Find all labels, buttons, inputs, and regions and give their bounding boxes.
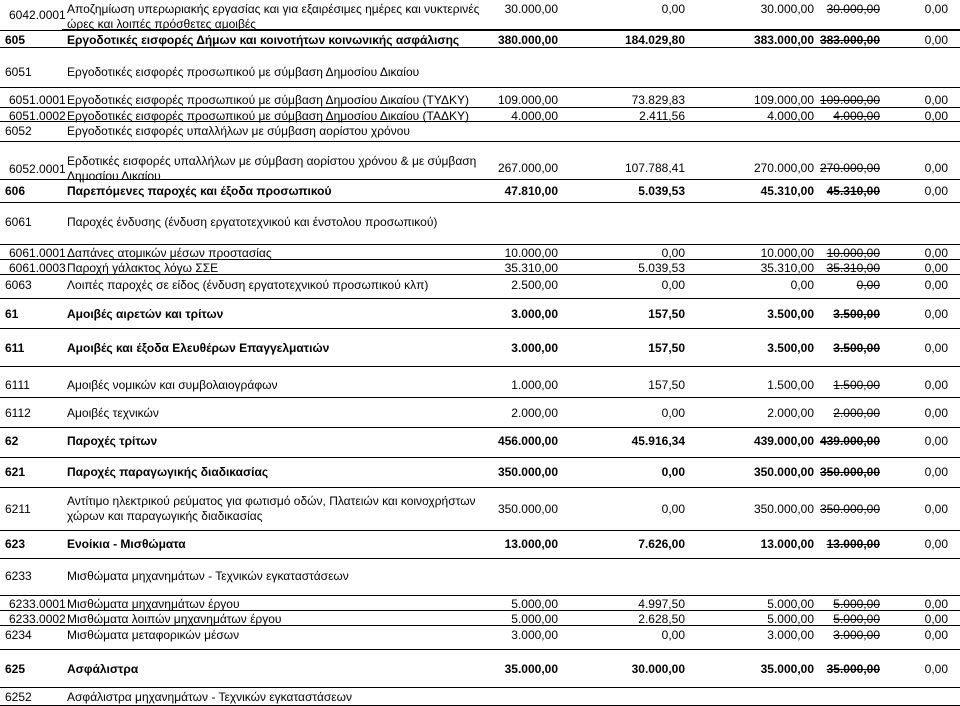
table-row xyxy=(0,203,960,245)
amount-col-1: 350.000,00 xyxy=(497,502,558,516)
amount-col-2: 107.788,41 xyxy=(624,161,685,175)
amount-col-4: 45.310,00 xyxy=(826,184,880,198)
account-code: 6052.0001 xyxy=(9,162,66,176)
amount-col-1: 47.810,00 xyxy=(504,184,558,198)
amount-col-4: 5.000,00 xyxy=(833,597,880,611)
amount-col-3: 35.310,00 xyxy=(760,261,814,275)
account-code: 6252 xyxy=(5,690,32,704)
account-description: Αμοιβές τεχνικών xyxy=(67,406,159,420)
amount-col-3: 1.500,00 xyxy=(767,378,814,392)
amount-col-1: 380.000,00 xyxy=(497,33,558,47)
amount-col-2: 0,00 xyxy=(661,465,685,479)
amount-col-5: 0,00 xyxy=(924,502,948,516)
account-code: 6233.0001 xyxy=(9,597,66,611)
account-description: Μισθώματα λοιπών μηχανημάτων έργου xyxy=(67,612,282,626)
table-row xyxy=(0,626,960,650)
amount-col-5: 0,00 xyxy=(924,537,948,551)
amount-col-2: 5.039,53 xyxy=(638,184,685,198)
amount-col-5: 0,00 xyxy=(924,246,948,260)
amount-col-1: 3.000,00 xyxy=(511,307,558,321)
amount-col-5: 0,00 xyxy=(924,93,948,107)
amount-col-4: 350.000,00 xyxy=(819,465,880,479)
amount-col-1: 350.000,00 xyxy=(497,465,558,479)
amount-col-2: 2.411,56 xyxy=(639,109,685,123)
amount-col-4: 3.000,00 xyxy=(833,628,880,642)
table-row xyxy=(0,88,960,108)
table-row xyxy=(0,398,960,428)
amount-col-1: 35.000,00 xyxy=(504,662,558,676)
amount-col-3: 5.000,00 xyxy=(767,612,814,626)
amount-col-2: 7.626,00 xyxy=(638,537,685,551)
amount-col-4: 13.000,00 xyxy=(826,537,880,551)
amount-col-5: 0,00 xyxy=(924,465,948,479)
account-description: Εργοδοτικές εισφορές προσωπικού με σύμβαση Δημοσίου Δικαίου (ΤΑΔΚΥ) xyxy=(67,109,469,123)
account-description: Αμοιβές και έξοδα Ελευθέρων Επαγγελματιών xyxy=(67,341,330,355)
amount-col-4: 1.500,00 xyxy=(833,378,880,392)
amount-col-3: 383.000,00 xyxy=(753,33,814,47)
amount-col-5: 0,00 xyxy=(924,184,948,198)
amount-col-5: 0,00 xyxy=(924,597,948,611)
amount-col-5: 0,00 xyxy=(924,628,948,642)
table-row xyxy=(0,559,960,596)
amount-col-1: 1.000,00 xyxy=(511,378,558,392)
amount-col-3: 45.310,00 xyxy=(760,184,814,198)
amount-col-3: 2.000,00 xyxy=(767,406,814,420)
amount-col-2: 157,50 xyxy=(648,341,685,355)
account-code: 6061 xyxy=(5,215,32,229)
table-row xyxy=(0,596,960,611)
amount-col-2: 73.829,83 xyxy=(631,93,685,107)
amount-col-4: 270.000,00 xyxy=(819,161,880,175)
table-row xyxy=(0,611,960,626)
amount-col-4: 4.000,00 xyxy=(833,109,880,123)
table-row xyxy=(0,180,960,203)
amount-col-1: 5.000,00 xyxy=(511,612,558,626)
account-description: Εργοδοτικές εισφορές Δήμων και κοινοτήτων κοινωνικής ασφάλισης xyxy=(67,33,460,47)
amount-col-3: 30.000,00 xyxy=(760,2,814,16)
amount-col-2: 30.000,00 xyxy=(631,662,685,676)
account-code: 6211 xyxy=(5,502,31,516)
amount-col-2: 157,50 xyxy=(648,378,685,392)
account-code: 623 xyxy=(5,537,26,551)
account-description: Αμοιβές αιρετών και τρίτων xyxy=(67,307,224,321)
amount-col-1: 3.000,00 xyxy=(511,341,558,355)
amount-col-1: 3.000,00 xyxy=(511,628,558,642)
table-row xyxy=(0,245,960,260)
amount-col-3: 350.000,00 xyxy=(753,502,814,516)
account-code: 6061.0001 xyxy=(9,246,66,260)
table-row xyxy=(0,688,960,706)
account-code: 6051 xyxy=(5,65,32,79)
amount-col-3: 109.000,00 xyxy=(753,93,814,107)
amount-col-4: 35.000,00 xyxy=(826,662,880,676)
amount-col-1: 456.000,00 xyxy=(497,434,558,448)
amount-col-2: 0,00 xyxy=(661,278,685,292)
table-row xyxy=(0,428,960,458)
account-code: 6233.0002 xyxy=(9,612,66,626)
table-row xyxy=(0,30,960,48)
amount-col-5: 0,00 xyxy=(924,307,948,321)
account-description: Παροχές παραγωγικής διαδικασίας xyxy=(67,465,269,479)
account-code: 6112 xyxy=(5,406,31,420)
amount-col-5: 0,00 xyxy=(924,2,948,16)
amount-col-3: 3.000,00 xyxy=(767,628,814,642)
amount-col-1: 5.000,00 xyxy=(511,597,558,611)
amount-col-3: 4.000,00 xyxy=(767,109,814,123)
account-description: Μισθώματα μηχανημάτων - Τεχνικών εγκαταστάσεων xyxy=(67,569,349,583)
table-row xyxy=(0,122,960,142)
account-description: Εργοδοτικές εισφορές προσωπικού με σύμβαση Δημοσίου Δικαίου xyxy=(67,65,420,79)
account-description: Παροχές ένδυσης (ένδυση εργατοτεχνικού και ένστολου προσωπικού) xyxy=(67,215,438,229)
account-description: Ασφάλιστρα xyxy=(67,662,139,676)
amount-col-4: 10.000,00 xyxy=(826,246,880,260)
amount-col-2: 2.628,50 xyxy=(638,612,685,626)
amount-col-2: 0,00 xyxy=(661,246,685,260)
amount-col-2: 157,50 xyxy=(648,307,685,321)
amount-col-1: 4.000,00 xyxy=(511,109,558,123)
amount-col-1: 10.000,00 xyxy=(504,246,558,260)
amount-col-4: 3.500,00 xyxy=(833,341,880,355)
amount-col-1: 2.500,00 xyxy=(511,278,558,292)
account-description: Ασφάλιστρα μηχανημάτων - Τεχνικών εγκαταστάσεων xyxy=(67,690,353,704)
amount-col-3: 35.000,00 xyxy=(760,662,814,676)
amount-col-1: 13.000,00 xyxy=(504,537,558,551)
table-row xyxy=(0,48,960,88)
amount-col-2: 0,00 xyxy=(661,628,685,642)
amount-col-4: 0,00 xyxy=(856,278,880,292)
account-description: Μισθώματα μεταφορικών μέσων xyxy=(67,628,240,642)
amount-col-5: 0,00 xyxy=(924,378,948,392)
account-code: 6111 xyxy=(5,378,30,392)
amount-col-4: 35.310,00 xyxy=(826,261,880,275)
account-code: 6042.0001 xyxy=(9,8,66,22)
account-description: Δαπάνες ατομικών μέσων προστασίας xyxy=(67,246,272,260)
table-row xyxy=(0,108,960,122)
amount-col-5: 0,00 xyxy=(924,406,948,420)
amount-col-4: 383.000,00 xyxy=(819,33,880,47)
amount-col-2: 0,00 xyxy=(661,502,685,516)
table-row xyxy=(0,650,960,688)
amount-col-4: 439.000,00 xyxy=(819,434,880,448)
account-code: 611 xyxy=(5,341,25,355)
table-row xyxy=(0,329,960,367)
account-description: Αποζημίωση υπερωριακής εργασίας και για εξαιρέσιμες ημέρες και νυκτερινές ώρες και λοιπές πρόσθετες αμοιβές xyxy=(67,2,480,31)
amount-col-4: 350.000,00 xyxy=(819,502,880,516)
table-row xyxy=(0,260,960,275)
table-row xyxy=(0,299,960,329)
table-row xyxy=(0,275,960,299)
amount-col-3: 5.000,00 xyxy=(767,597,814,611)
account-code: 6052 xyxy=(5,124,32,138)
amount-col-2: 4.997,50 xyxy=(638,597,685,611)
account-description: Εργοδοτικές εισφορές προσωπικού με σύμβαση Δημοσίου Δικαίου (ΤΥΔΚΥ) xyxy=(67,93,469,107)
account-code: 6051.0002 xyxy=(9,109,66,123)
amount-col-5: 0,00 xyxy=(924,161,948,175)
amount-col-3: 3.500,00 xyxy=(767,341,814,355)
amount-col-1: 35.310,00 xyxy=(504,261,558,275)
account-description: Αμοιβές νομικών και συμβολαιογράφων xyxy=(67,378,278,392)
account-code: 6063 xyxy=(5,278,32,292)
amount-col-1: 30.000,00 xyxy=(504,2,558,16)
account-description: Παροχές τρίτων xyxy=(67,434,158,448)
amount-col-4: 5.000,00 xyxy=(833,612,880,626)
amount-col-4: 2.000,00 xyxy=(833,406,880,420)
amount-col-5: 0,00 xyxy=(924,278,948,292)
amount-col-2: 0,00 xyxy=(661,2,685,16)
amount-col-5: 0,00 xyxy=(924,434,948,448)
amount-col-2: 184.029,80 xyxy=(624,33,685,47)
amount-col-3: 439.000,00 xyxy=(753,434,814,448)
table-row xyxy=(0,488,960,531)
account-description: Λοιπές παροχές σε είδος (ένδυση εργατοτεχνικού προσωπικού κλπ) xyxy=(67,278,429,292)
amount-col-3: 270.000,00 xyxy=(753,161,814,175)
account-code: 6061.0003 xyxy=(9,261,66,275)
account-code: 605 xyxy=(5,33,26,47)
account-description: Ερδοτικές εισφορές υπαλλήλων με σύμβαση αορίστου χρόνου & με σύμβαση Δημοσίου Δικαίου xyxy=(67,154,477,183)
amount-col-5: 0,00 xyxy=(924,261,948,275)
account-description: Εργοδοτικές εισφορές υπαλλήλων με σύμβαση αορίστου χρόνου xyxy=(67,124,410,138)
table-row xyxy=(0,142,960,183)
account-code: 61 xyxy=(5,307,19,321)
amount-col-5: 0,00 xyxy=(924,662,948,676)
account-description: Παροχή γάλακτος λόγω ΣΣΕ xyxy=(67,261,219,275)
table-row xyxy=(0,531,960,559)
amount-col-1: 109.000,00 xyxy=(497,93,558,107)
amount-col-4: 109.000,00 xyxy=(819,93,880,107)
amount-col-1: 2.000,00 xyxy=(511,406,558,420)
amount-col-3: 10.000,00 xyxy=(760,246,814,260)
account-code: 6234 xyxy=(5,628,32,642)
amount-col-5: 0,00 xyxy=(924,612,948,626)
amount-col-2: 45.916,34 xyxy=(631,434,685,448)
account-description: Ενοίκια - Μισθώματα xyxy=(67,537,186,551)
amount-col-3: 3.500,00 xyxy=(767,307,814,321)
amount-col-4: 30.000,00 xyxy=(826,2,880,16)
amount-col-2: 0,00 xyxy=(661,406,685,420)
table-row xyxy=(0,0,960,30)
account-code: 6051.0001 xyxy=(9,93,66,107)
account-description: Μισθώματα μηχανημάτων έργου xyxy=(67,597,240,611)
amount-col-3: 350.000,00 xyxy=(753,465,814,479)
account-code: 606 xyxy=(5,184,26,198)
amount-col-5: 0,00 xyxy=(924,33,948,47)
account-description: Αντίτιμο ηλεκτρικού ρεύματος για φωτισμό οδών, Πλατειών και κοινοχρήστων χώρων και παραγωγικής διαδικασίας xyxy=(67,494,476,523)
amount-col-3: 13.000,00 xyxy=(760,537,814,551)
account-code: 6233 xyxy=(5,569,32,583)
table-row xyxy=(0,367,960,398)
account-code: 621 xyxy=(5,465,26,479)
amount-col-3: 0,00 xyxy=(790,278,814,292)
amount-col-2: 5.039,53 xyxy=(638,261,685,275)
table-row xyxy=(0,458,960,488)
amount-col-5: 0,00 xyxy=(924,109,948,123)
account-code: 62 xyxy=(5,434,19,448)
amount-col-1: 267.000,00 xyxy=(497,161,558,175)
amount-col-5: 0,00 xyxy=(924,341,948,355)
account-code: 625 xyxy=(5,662,26,676)
amount-col-4: 3.500,00 xyxy=(833,307,880,321)
account-description: Παρεπόμενες παροχές και έξοδα προσωπικού xyxy=(67,184,332,198)
